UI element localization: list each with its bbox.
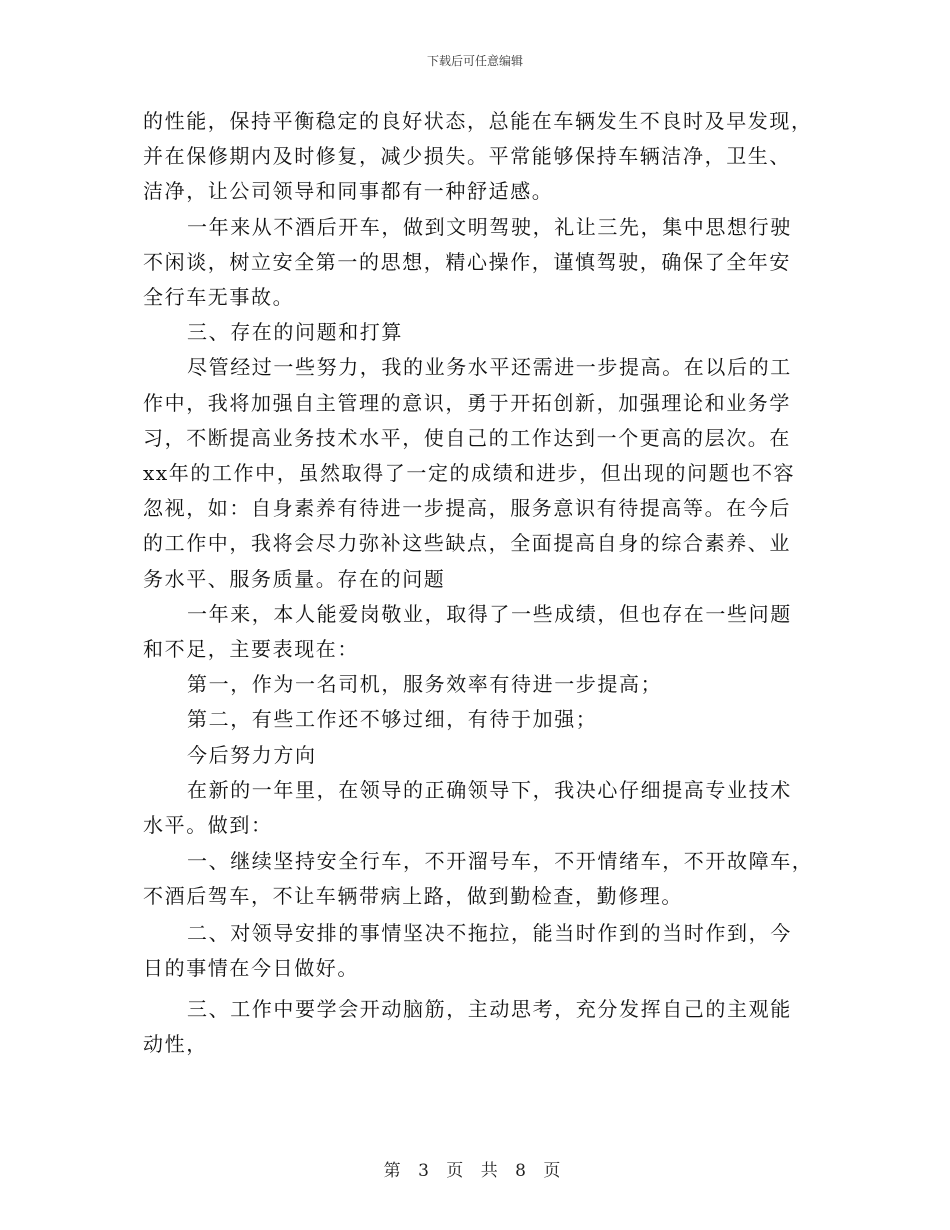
paragraph-line: 不闲谈，树立安全第一的思想，精心操作，谨慎驾驶，确保了全年安	[143, 249, 791, 274]
paragraph-5	[143, 597, 807, 667]
paragraph-line: 水平。做到：	[143, 813, 273, 838]
paragraph-11	[143, 916, 807, 986]
paragraph-line: 习，不断提高业务技术水平，使自己的工作达到一个更高的层次。在	[143, 425, 791, 450]
paragraph-line: 动性，	[143, 1032, 208, 1057]
paragraph-line: 三、工作中要学会开动脑筋，主动思考，充分发挥自己的主观能	[187, 997, 792, 1022]
paragraph-line: 的性能，保持平衡稳定的良好状态，总能在车辆发生不良时及早发现，	[143, 109, 813, 133]
paragraph-line: 在新的一年里，在领导的正确领导下，我决心仔细提高专业技术	[187, 777, 792, 802]
paragraph-7	[143, 702, 807, 737]
paragraph-line: 全行车无事故。	[143, 285, 295, 310]
paragraph-line: 今后努力方向	[187, 742, 317, 767]
paragraph-line: 和不足，主要表现在：	[143, 637, 359, 662]
paragraph-line: 三、存在的问题和打算	[187, 320, 403, 345]
paragraph-line: 二、对领导安排的事情坚决不拖拉，能当时作到的当时作到，今	[187, 920, 792, 945]
paragraph-line: 务水平、服务质量。存在的问题	[143, 566, 446, 591]
paragraph-line: 一年来从不酒后开车，做到文明驾驶，礼让三先，集中思想行驶	[187, 214, 792, 239]
sub-heading	[143, 738, 807, 773]
paragraph-line: 第二，有些工作还不够过细，有待于加强；	[187, 707, 598, 732]
paragraph-6	[143, 667, 807, 702]
paragraph-line: 第一，作为一名司机，服务效率有待进一步提高；	[187, 672, 663, 697]
page-footer: 第 3 页 共 8 页	[383, 1161, 567, 1181]
page-header: 下载后可任意编辑	[426, 54, 523, 68]
paragraph-line: 的工作中，我将会尽力弥补这些缺点，全面提高自身的综合素养、业	[143, 531, 791, 556]
paragraph-line: 忽视，如：自身素养有待进一步提高，服务意识有待提高等。在今后	[143, 496, 791, 521]
paragraph-1	[143, 104, 813, 210]
paragraph-line: 一年来，本人能爱岗敬业，取得了一些成绩，但也存在一些问题	[187, 601, 792, 626]
paragraph-line: 尽管经过一些努力，我的业务水平还需进一步提高。在以后的工	[187, 355, 792, 380]
paragraph-line: 一、继续坚持安全行车，不开溜号车，不开情绪车，不开故障车，	[187, 849, 814, 874]
paragraph-line: 不酒后驾车，不让车辆带病上路，做到勤检查，勤修理。	[143, 884, 683, 909]
paragraph-12	[143, 992, 807, 1062]
paragraph-line: 并在保修期内及时修复，减少损失。平常能够保持车辆洁净，卫生、	[143, 144, 791, 169]
paragraph-10	[143, 844, 814, 914]
paragraph-2	[143, 210, 807, 316]
paragraph-line: xx年的工作中，虽然取得了一定的成绩和进步，但出现的问题也不容	[143, 461, 796, 486]
section-heading	[143, 315, 807, 350]
paragraph-line: 作中，我将加强自主管理的意识，勇于开拓创新，加强理论和业务学	[143, 390, 791, 415]
paragraph-line: 洁净，让公司领导和同事都有一种舒适感。	[143, 179, 554, 204]
document-body	[143, 104, 814, 1062]
paragraph-9	[143, 773, 807, 843]
paragraph-4	[143, 350, 807, 596]
paragraph-line: 日的事情在今日做好。	[143, 955, 359, 980]
